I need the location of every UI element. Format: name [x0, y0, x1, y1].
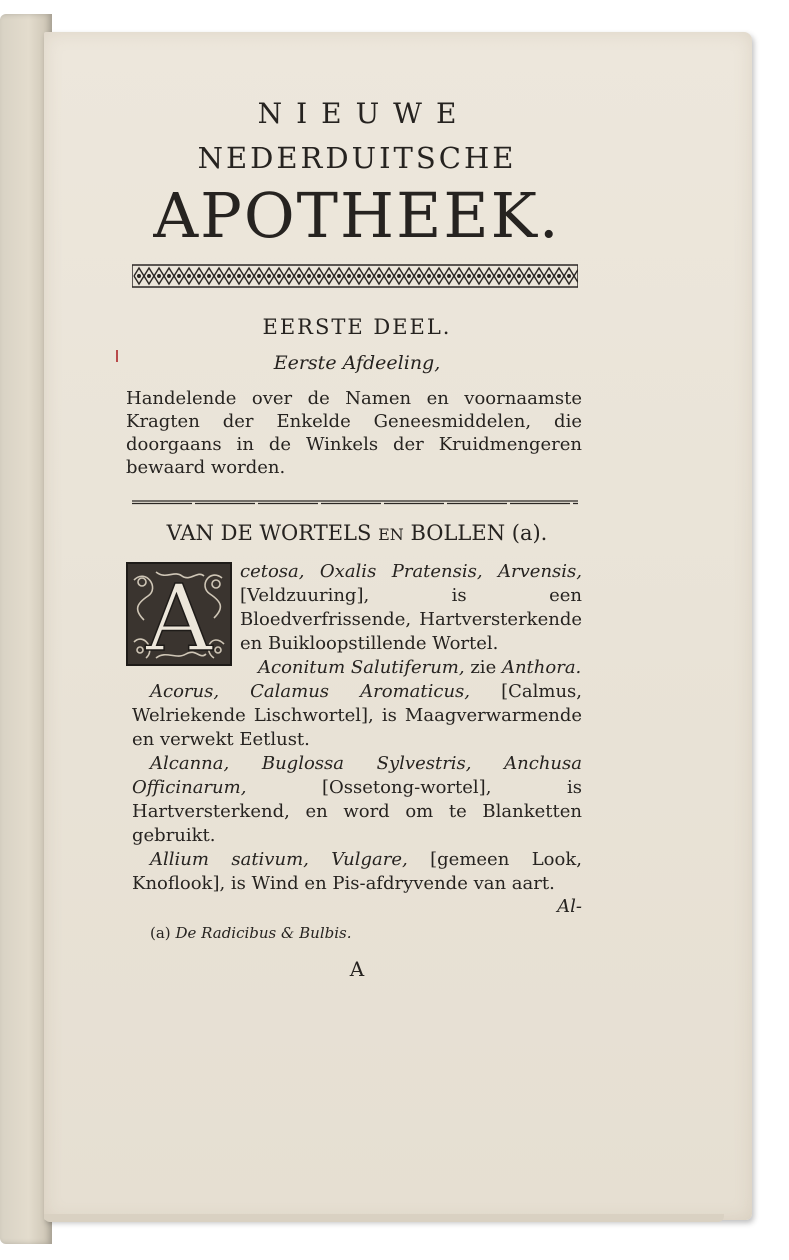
- divider-rule: [132, 499, 578, 505]
- footnote-text: De Radicibus & Bulbis.: [175, 924, 352, 942]
- entry-text: [Calmus, Welriekende Lischwortel], is Maagverwarmende en verwekt Eetlust.: [132, 681, 582, 750]
- entry-text: [gemeen Look, Knoflook], is Wind en Pis-afdryvende van aart.: [132, 849, 582, 894]
- entry-latin: Acorus, Calamus Aromaticus,: [150, 681, 470, 702]
- title-line-1: NIEUWE: [257, 97, 471, 130]
- entry-alcanna: [132, 752, 582, 848]
- entry-allium: [132, 848, 582, 896]
- page-edge: [44, 1214, 724, 1222]
- entry-ref: Anthora.: [501, 657, 582, 678]
- dropcap-woodcut: [126, 562, 232, 666]
- part-heading: EERSTE DEEL.: [262, 315, 452, 339]
- signature-mark: A: [349, 957, 365, 981]
- entry-latin: Allium sativum, Vulgare,: [150, 849, 408, 870]
- chapter-heading: [132, 523, 582, 544]
- entry-latin: Alcanna, Buglossa Sylvestris, Anchusa Officinarum,: [132, 753, 582, 798]
- entry-text: zie: [470, 657, 497, 678]
- pencil-mark: [116, 350, 118, 362]
- entry-text: [Veldzuuring], is een Bloedverfrissende, Hartversterkende en Buikloopstillende Wortel.: [240, 585, 582, 654]
- title-line-2: NEDERDUITSCHE: [197, 141, 517, 175]
- footnote: [150, 926, 582, 941]
- catchword: Al-: [557, 896, 582, 917]
- page-content: [126, 97, 582, 981]
- ornament-border: [132, 263, 578, 289]
- entries: [132, 560, 582, 918]
- entry-latin: cetosa, Oxalis Pratensis, Arvensis,: [240, 561, 582, 582]
- heading-main: VAN DE WORTELS: [166, 521, 372, 545]
- entry-latin: Aconitum Salutiferum,: [258, 657, 465, 678]
- heading-rest: BOLLEN (a).: [410, 521, 548, 545]
- description: Handelende over de Namen en voornaamste Kragten der Enkelde Geneesmiddelen, die doorgaans in de Winkels der Kruidmengeren bewaard worden.: [126, 388, 582, 478]
- dropcap-letter: A: [145, 565, 213, 666]
- title-line-3: APOTHEEK.: [153, 179, 561, 252]
- section-heading: Eerste Afdeeling,: [273, 352, 441, 374]
- entry-text: [Ossetong-wortel], is Hartversterkend, en word om te Blanketten gebruikt.: [132, 777, 582, 846]
- heading-small: EN: [378, 525, 404, 544]
- footnote-mark: (a): [150, 924, 171, 942]
- entry-acorus: [132, 680, 582, 752]
